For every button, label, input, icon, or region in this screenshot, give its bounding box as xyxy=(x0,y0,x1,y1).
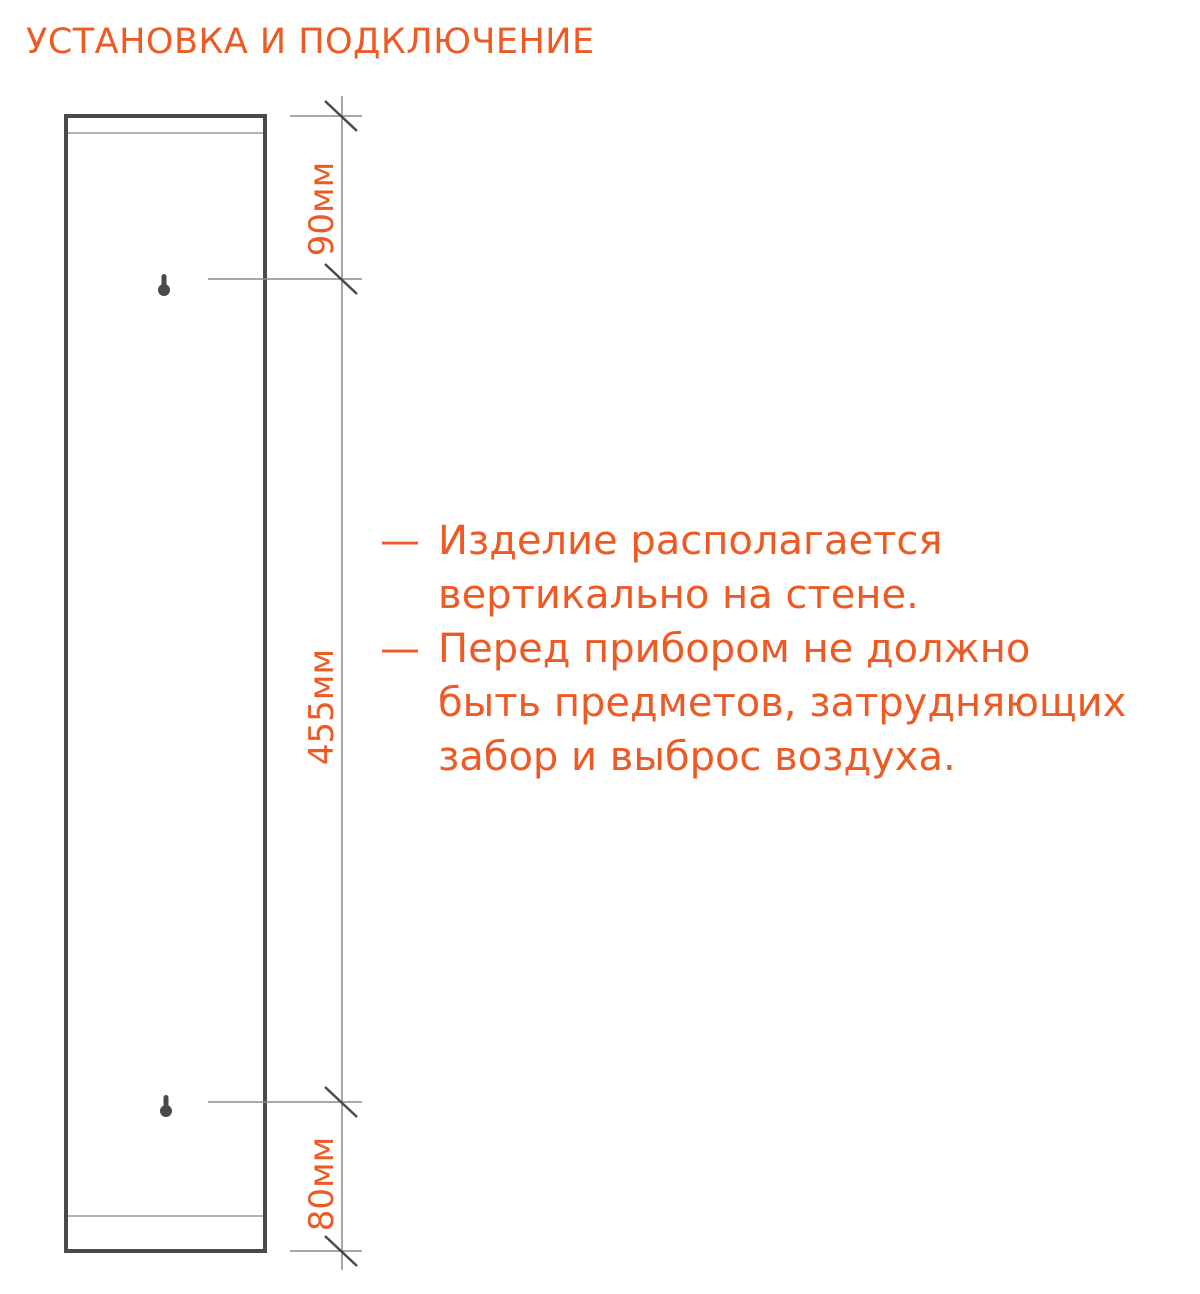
dimension-label-hole-spacing: 455мм xyxy=(302,648,342,766)
dimension-label-top: 90мм xyxy=(302,161,342,257)
note-dash: — xyxy=(380,518,420,564)
note-dash: — xyxy=(380,626,420,672)
dimension-label-bottom: 80мм xyxy=(302,1136,342,1232)
note-line: забор и выброс воздуха. xyxy=(438,734,956,780)
note-line: Изделие располагается xyxy=(438,518,943,564)
note-line: Перед прибором не должно xyxy=(438,626,1031,672)
page-title: УСТАНОВКА И ПОДКЛЮЧЕНИЕ xyxy=(26,22,595,62)
note-item xyxy=(380,622,1180,784)
note-line: вертикально на стене. xyxy=(438,572,919,618)
installation-notes xyxy=(380,514,1180,784)
note-item xyxy=(380,514,1180,622)
note-line: быть предметов, затрудняющих xyxy=(438,680,1127,726)
